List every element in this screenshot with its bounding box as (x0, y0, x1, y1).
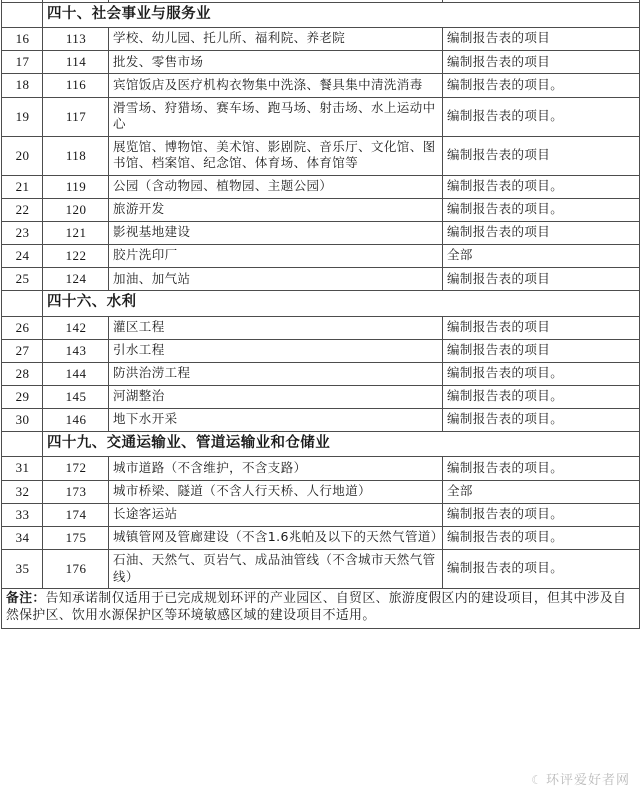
row-project-code: 175 (43, 526, 109, 549)
row-project-name: 滑雪场、狩猎场、赛车场、跑马场、射击场、水上运动中心 (109, 97, 443, 136)
row-project-name: 批发、零售市场 (109, 51, 443, 74)
row-serial-number: 25 (2, 268, 43, 291)
row-serial-number: 16 (2, 28, 43, 51)
section-blank-cell (2, 291, 43, 316)
table-row (2, 526, 640, 549)
row-scope-note: 编制报告表的项目。 (443, 74, 640, 97)
table-row (2, 175, 640, 198)
row-serial-number: 33 (2, 503, 43, 526)
row-scope-note: 编制报告表的项目 (443, 51, 640, 74)
row-project-code: 174 (43, 503, 109, 526)
row-project-name: 防洪治涝工程 (109, 362, 443, 385)
section-title: 四十六、水利 (43, 291, 640, 316)
row-scope-note: 编制报告表的项目。 (443, 457, 640, 480)
remark-row (2, 589, 640, 629)
row-project-name: 学校、幼儿园、托儿所、福利院、养老院 (109, 28, 443, 51)
row-scope-note: 编制报告表的项目 (443, 28, 640, 51)
row-scope-note: 编制报告表的项目。 (443, 550, 640, 589)
row-project-code: 124 (43, 268, 109, 291)
row-serial-number: 35 (2, 550, 43, 589)
row-project-name: 长途客运站 (109, 503, 443, 526)
row-project-code: 118 (43, 136, 109, 175)
row-serial-number: 23 (2, 221, 43, 244)
row-scope-note: 编制报告表的项目 (443, 316, 640, 339)
row-serial-number: 34 (2, 526, 43, 549)
watermark-text: 环评爱好者网 (545, 773, 630, 788)
row-scope-note: 编制报告表的项目 (443, 136, 640, 175)
row-scope-note: 全部 (443, 245, 640, 268)
row-serial-number: 29 (2, 385, 43, 408)
remark-text: 告知承诺制仅适用于已完成规划环评的产业园区、自贸区、旅游度假区内的建设项目，但其中涉及自然保护区、饮用水源保护区等环境敏感区域的建设项目不适用。 (6, 591, 627, 623)
watermark-moon-icon: ☾ (531, 773, 543, 787)
section-blank-cell (2, 3, 43, 28)
table-row (2, 136, 640, 175)
row-serial-number: 27 (2, 339, 43, 362)
row-project-code: 122 (43, 245, 109, 268)
row-project-name: 旅游开发 (109, 198, 443, 221)
row-project-code: 143 (43, 339, 109, 362)
row-scope-note: 编制报告表的项目。 (443, 175, 640, 198)
row-scope-note: 编制报告表的项目 (443, 339, 640, 362)
row-scope-note: 编制报告表的项目。 (443, 409, 640, 432)
row-serial-number: 32 (2, 480, 43, 503)
row-project-name: 城镇管网及管廊建设（不含1.6兆帕及以下的天然气管道） (109, 526, 443, 549)
row-serial-number: 30 (2, 409, 43, 432)
row-project-name: 加油、加气站 (109, 268, 443, 291)
row-serial-number: 19 (2, 97, 43, 136)
row-scope-note: 编制报告表的项目。 (443, 97, 640, 136)
row-project-code: 144 (43, 362, 109, 385)
row-serial-number: 26 (2, 316, 43, 339)
row-project-code: 120 (43, 198, 109, 221)
row-serial-number: 24 (2, 245, 43, 268)
row-project-name: 石油、天然气、页岩气、成品油管线（不含城市天然气管线） (109, 550, 443, 589)
row-scope-note: 编制报告表的项目 (443, 268, 640, 291)
row-project-name: 引水工程 (109, 339, 443, 362)
section-header-row (2, 3, 640, 28)
table-row (2, 28, 640, 51)
section-blank-cell (2, 432, 43, 457)
table-row (2, 221, 640, 244)
row-project-name: 河湖整治 (109, 385, 443, 408)
table-row (2, 245, 640, 268)
table-row (2, 198, 640, 221)
row-project-code: 142 (43, 316, 109, 339)
row-scope-note: 全部 (443, 480, 640, 503)
project-category-table (1, 0, 640, 629)
row-project-code: 114 (43, 51, 109, 74)
row-project-name: 公园（含动物园、植物园、主题公园） (109, 175, 443, 198)
row-project-code: 121 (43, 221, 109, 244)
row-project-code: 172 (43, 457, 109, 480)
row-project-name: 城市桥梁、隧道（不含人行天桥、人行地道） (109, 480, 443, 503)
table-row (2, 51, 640, 74)
row-project-name: 灌区工程 (109, 316, 443, 339)
section-title: 四十、社会事业与服务业 (43, 3, 640, 28)
row-project-name: 影视基地建设 (109, 221, 443, 244)
remark-cell (2, 589, 640, 629)
table-row (2, 550, 640, 589)
row-serial-number: 17 (2, 51, 43, 74)
row-project-name: 城市道路（不含维护，不含支路） (109, 457, 443, 480)
row-project-name: 地下水开采 (109, 409, 443, 432)
remark-label: 备注： (6, 591, 46, 607)
table-row (2, 480, 640, 503)
row-project-code: 113 (43, 28, 109, 51)
table-row (2, 457, 640, 480)
site-watermark (531, 769, 630, 788)
section-header-row (2, 291, 640, 316)
table-row (2, 503, 640, 526)
table-row (2, 97, 640, 136)
row-project-code: 146 (43, 409, 109, 432)
row-serial-number: 31 (2, 457, 43, 480)
row-serial-number: 20 (2, 136, 43, 175)
row-serial-number: 28 (2, 362, 43, 385)
table-row (2, 268, 640, 291)
row-project-code: 117 (43, 97, 109, 136)
row-scope-note: 编制报告表的项目。 (443, 198, 640, 221)
row-scope-note: 编制报告表的项目。 (443, 526, 640, 549)
section-title: 四十九、交通运输业、管道运输业和仓储业 (43, 432, 640, 457)
table-row (2, 385, 640, 408)
table-row (2, 339, 640, 362)
row-project-name: 展览馆、博物馆、美术馆、影剧院、音乐厅、文化馆、图书馆、档案馆、纪念馆、体育场、体育馆等 (109, 136, 443, 175)
table-row (2, 74, 640, 97)
section-header-row (2, 432, 640, 457)
table-row (2, 409, 640, 432)
row-project-code: 173 (43, 480, 109, 503)
table-row (2, 362, 640, 385)
row-scope-note: 编制报告表的项目 (443, 221, 640, 244)
row-project-code: 116 (43, 74, 109, 97)
row-serial-number: 18 (2, 74, 43, 97)
row-scope-note: 编制报告表的项目。 (443, 362, 640, 385)
table-body (2, 0, 640, 628)
row-project-name: 宾馆饭店及医疗机构衣物集中洗涤、餐具集中清洗消毒 (109, 74, 443, 97)
row-serial-number: 22 (2, 198, 43, 221)
row-project-code: 119 (43, 175, 109, 198)
row-scope-note: 编制报告表的项目。 (443, 503, 640, 526)
row-project-code: 145 (43, 385, 109, 408)
row-project-code: 176 (43, 550, 109, 589)
row-project-name: 胶片洗印厂 (109, 245, 443, 268)
row-scope-note: 编制报告表的项目。 (443, 385, 640, 408)
row-serial-number: 21 (2, 175, 43, 198)
table-row (2, 316, 640, 339)
